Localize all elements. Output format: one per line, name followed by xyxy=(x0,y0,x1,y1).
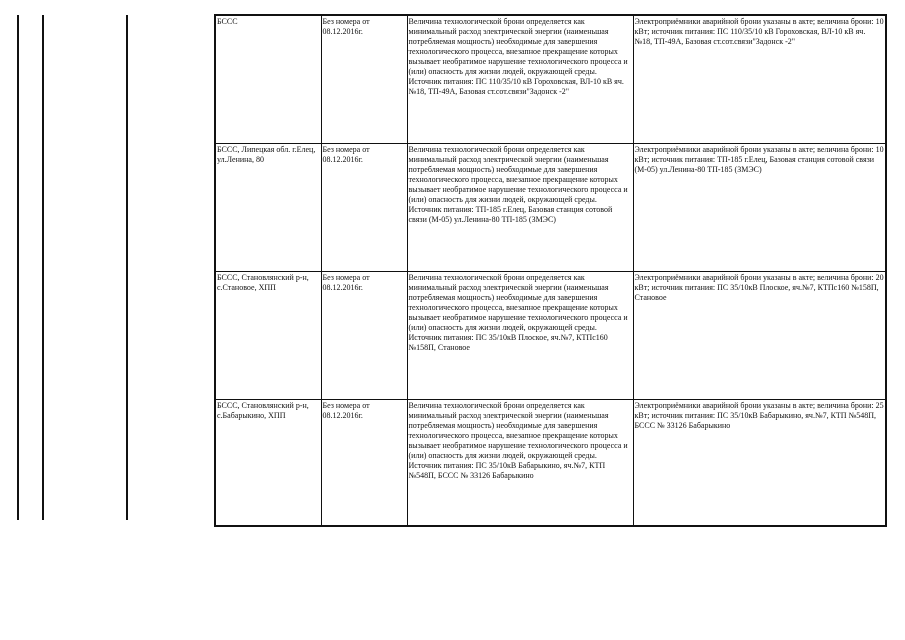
left-margin-rule-3 xyxy=(126,15,128,520)
note-cell: Электроприёмники аварийной брони указаны в акте; величина брони: 25 кВт; источник питания: ПС 35/10кВ Бабарыкино, яч.№7, КТП №548П, БССС № 33126 Бабарыкино xyxy=(633,400,886,527)
object-cell: БССС, Становлянский р-н, с.Становое, ХПП xyxy=(215,272,321,400)
table-row xyxy=(215,144,886,272)
description-cell: Величина технологической брони определяется как минимальный расход электрической энергии (наименьшая потребляемая мощность) необходимые для завершения технологического процесса, внезапное прекращение которых вызывает необратимое нарушение технологического процесса и (или) опасность для жизни людей, окружающей среды. Источник питания: ТП-185 г.Елец, Базовая станция сотовой связи (М-05) ул.Ленина-80 ТП-185 (ЗМЭС) xyxy=(407,144,633,272)
table-row xyxy=(215,400,886,527)
description-cell: Величина технологической брони определяется как минимальный расход электрической энергии (наименьшая потребляемая мощность) необходимые для завершения технологического процесса, внезапное прекращение которых вызывает необратимое нарушение технологического процесса и (или) опасность для жизни людей, окружающей среды. Источник питания: ПС 110/35/10 кВ Гороховская, ВЛ-10 кВ яч. №18, ТП-49А, Базовая ст.сот.связи"Задонск -2" xyxy=(407,15,633,144)
description-cell: Величина технологической брони определяется как минимальный расход электрической энергии (наименьшая потребляемая мощность) необходимые для завершения технологического процесса, внезапное прекращение которых вызывает необратимое нарушение технологического процесса и (или) опасность для жизни людей, окружающей среды. Источник питания: ПС 35/10кВ Бабарыкино, яч.№7, КТП №548П, БССС № 33126 Бабарыкино xyxy=(407,400,633,527)
document-cell: Без номера от 08.12.2016г. xyxy=(321,400,407,527)
description-cell: Величина технологической брони определяется как минимальный расход электрической энергии (наименьшая потребляемая мощность) необходимые для завершения технологического процесса, внезапное прекращение которых вызывает необратимое нарушение технологического процесса и (или) опасность для жизни людей, окружающей среды. Источник питания: ПС 35/10кВ Плоское, яч.№7, КТПс160 №158П, Становое xyxy=(407,272,633,400)
object-cell: БССС, Липецкая обл. г.Елец, ул.Ленина, 80 xyxy=(215,144,321,272)
object-cell: БССС xyxy=(215,15,321,144)
table-row xyxy=(215,15,886,144)
document-cell: Без номера от 08.12.2016г. xyxy=(321,144,407,272)
object-cell: БССС, Становлянский р-н, с.Бабарыкино, ХПП xyxy=(215,400,321,527)
table-row xyxy=(215,272,886,400)
left-margin-rule-2 xyxy=(42,15,44,520)
note-cell: Электроприёмники аварийной брони указаны в акте; величина брони: 20 кВт; источник питания: ПС 35/10кВ Плоское, яч.№7, КТПс160 №158П, Становое xyxy=(633,272,886,400)
left-margin-rule-1 xyxy=(17,15,19,520)
document-cell: Без номера от 08.12.2016г. xyxy=(321,272,407,400)
document-cell: Без номера от 08.12.2016г. xyxy=(321,15,407,144)
note-cell: Электроприёмники аварийной брони указаны в акте; величина брони: 10 кВт; источник питания: ПС 110/35/10 кВ Гороховская, ВЛ-10 кВ яч. №18, ТП-49А, Базовая ст.сот.связи"Задонск -2" xyxy=(633,15,886,144)
note-cell: Электроприёмники аварийной брони указаны в акте; величина брони: 10 кВт; источник питания: ТП-185 г.Елец, Базовая станция сотовой связи (М-05) ул.Ленина-80 ТП-185 (ЗМЭС) xyxy=(633,144,886,272)
reserve-power-table xyxy=(214,14,887,527)
